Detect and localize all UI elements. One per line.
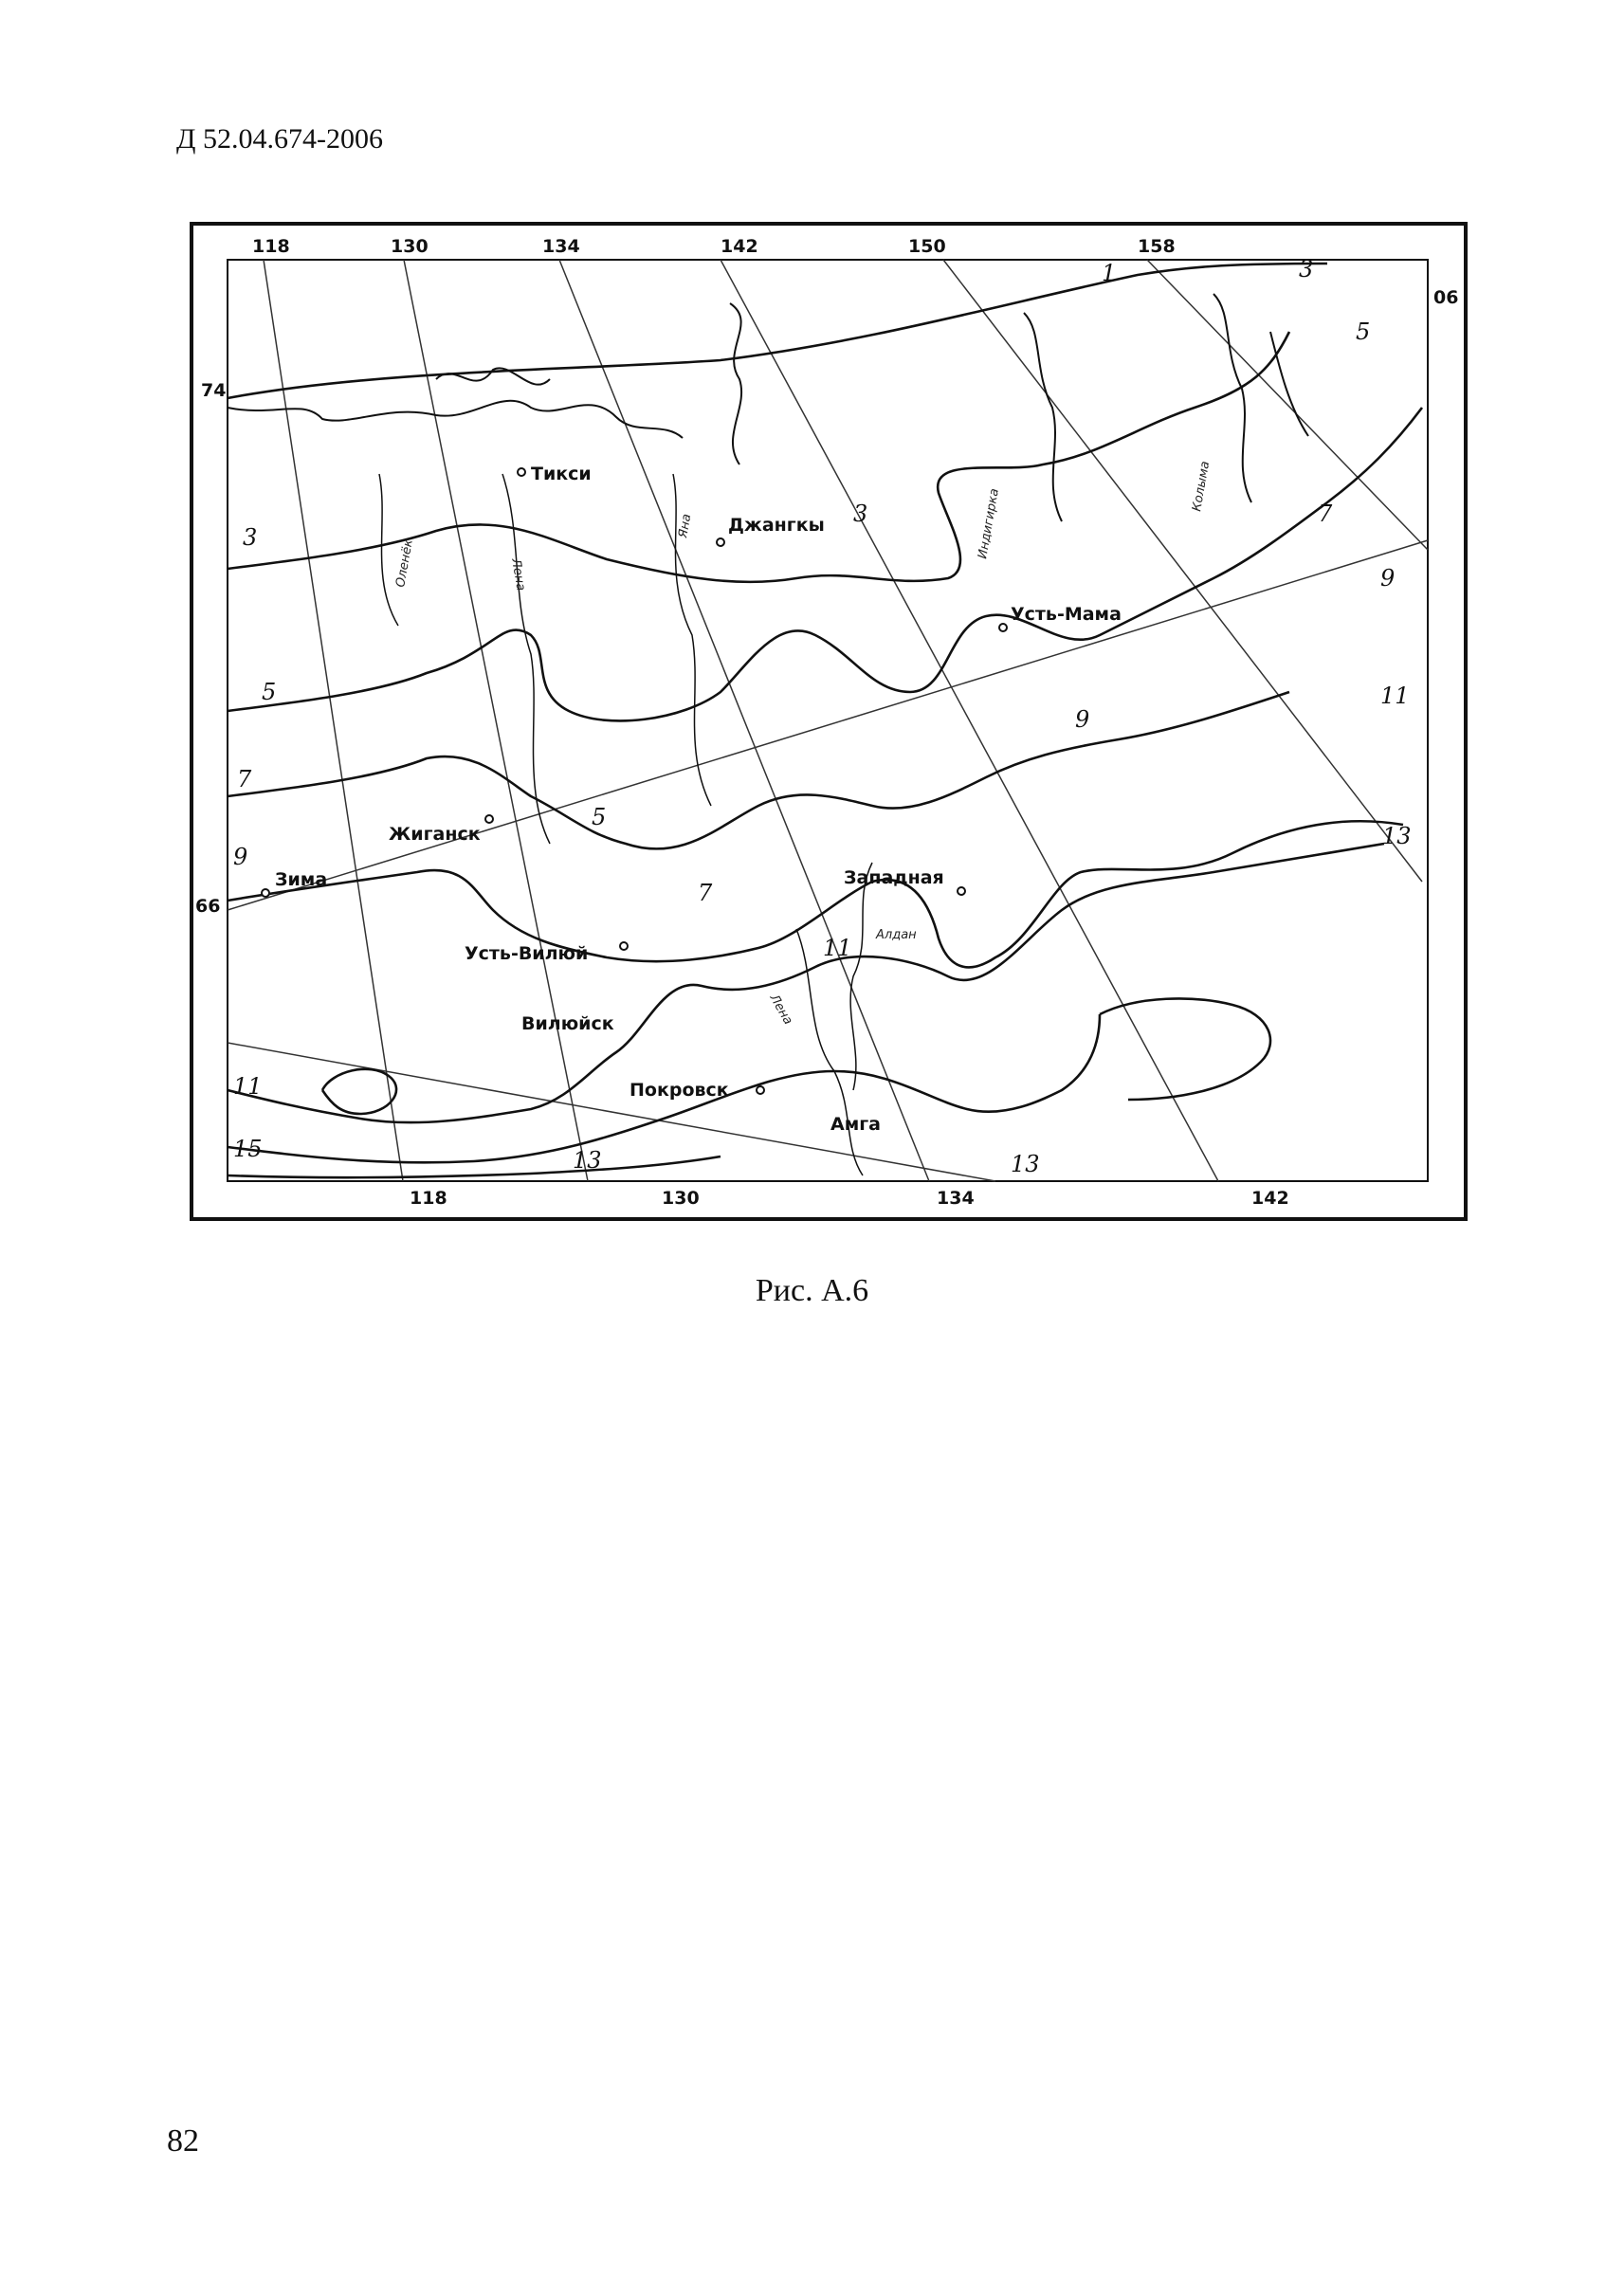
settlement-marker <box>485 815 493 823</box>
tick-top-130: 130 <box>391 236 429 257</box>
settlement-marker <box>958 887 965 895</box>
isoline-label: 13 <box>573 1147 602 1174</box>
place-label: Покровск <box>630 1080 729 1101</box>
place-label: Жиганск <box>389 824 481 845</box>
settlement-marker <box>717 538 724 546</box>
tick-top-134: 134 <box>542 236 580 257</box>
isoline-label: 9 <box>1075 706 1090 733</box>
tick-top-150: 150 <box>908 236 946 257</box>
isoline-label: 5 <box>262 679 277 705</box>
place-label: Усть-Вилюй <box>465 943 589 964</box>
map-outer-frame <box>192 224 1466 1219</box>
settlement-marker <box>757 1086 764 1094</box>
isoline-label: 9 <box>233 844 248 870</box>
isoline-label: 13 <box>1382 823 1412 849</box>
river-label: Колыма <box>1190 460 1213 513</box>
map-inner-frame <box>228 260 1428 1181</box>
tick-top-118: 118 <box>252 236 290 257</box>
river-label: Индигирка <box>976 487 1002 560</box>
place-label: Зима <box>275 869 328 890</box>
coastline <box>228 294 1308 521</box>
river-label: Алдан <box>876 928 917 942</box>
isoline-label: 3 <box>853 501 868 527</box>
settlement-marker <box>999 624 1007 631</box>
figure-caption: Рис. А.6 <box>755 1273 869 1308</box>
settlement-marker <box>620 942 628 950</box>
tick-side-66: 66 <box>195 896 221 917</box>
isoline-map <box>190 218 1469 1223</box>
tick-top-142: 142 <box>721 236 758 257</box>
isoline-label: 11 <box>1380 683 1410 709</box>
graticule <box>228 260 1428 1181</box>
tick-bottom-134: 134 <box>937 1188 975 1209</box>
isoline-label: 15 <box>233 1136 263 1162</box>
tick-side-74: 74 <box>201 380 227 401</box>
document-code: Д 52.04.674-2006 <box>176 123 383 155</box>
isoline-label: 11 <box>233 1073 263 1100</box>
river-label: Оленёк <box>393 537 416 589</box>
isoline-label: 1 <box>1102 260 1117 286</box>
isoline-label: 13 <box>1011 1151 1040 1177</box>
tick-bottom-142: 142 <box>1251 1188 1289 1209</box>
place-label: Западная <box>844 867 944 888</box>
river-label: Лена <box>766 992 795 1028</box>
settlement-marker <box>262 889 269 897</box>
isoline-label: 7 <box>237 766 252 792</box>
settlements <box>262 468 1007 1094</box>
isoline-label: 9 <box>1380 565 1396 592</box>
isoline-label: 3 <box>1299 256 1314 282</box>
place-label: Джангкы <box>728 515 825 536</box>
place-label: Тикси <box>531 464 592 484</box>
isolines <box>228 264 1422 1177</box>
page-number: 82 <box>167 2123 199 2158</box>
isoline-label: 7 <box>1318 501 1333 527</box>
isoline-label: 5 <box>1356 319 1371 345</box>
tick-bottom-130: 130 <box>662 1188 700 1209</box>
isoline-label: 3 <box>243 524 258 551</box>
isoline-label: 7 <box>698 880 713 906</box>
river-label: Яна <box>676 512 695 539</box>
tick-side-06: 06 <box>1433 287 1459 308</box>
tick-bottom-118: 118 <box>410 1188 447 1209</box>
settlement-marker <box>518 468 525 476</box>
isoline-label: 11 <box>823 935 852 961</box>
tick-top-158: 158 <box>1138 236 1176 257</box>
place-label: Усть-Мама <box>1011 604 1122 625</box>
isoline-label: 5 <box>592 804 607 830</box>
place-label: Амга <box>830 1114 881 1135</box>
river-label: Лена <box>508 557 528 592</box>
place-label: Вилюйск <box>521 1013 614 1034</box>
